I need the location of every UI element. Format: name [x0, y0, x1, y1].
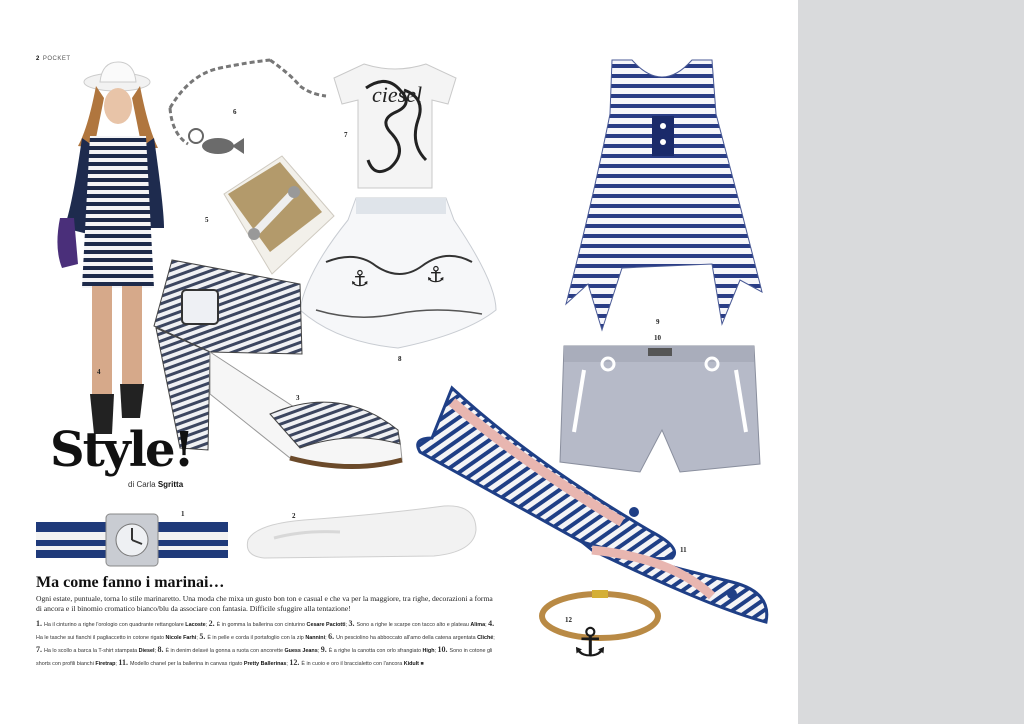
caption-text: Ha lo scollo a barca la T-shirt stampata — [44, 648, 139, 654]
caption-brand: Alima — [470, 622, 486, 628]
item-number: 3 — [296, 394, 300, 402]
caption-text: Un pesciolino ha abboccato all'amo della catena argentata — [336, 635, 478, 641]
caption-number: 5. — [199, 632, 208, 641]
caption-brand: Nannini — [305, 635, 326, 641]
caption-text: Ha le tasche sui fianchi il pagliaccetto in cotone rigato — [36, 635, 166, 641]
fish-chain-necklace — [160, 54, 336, 166]
caption-number: 6. — [328, 632, 337, 641]
striped-tank-top — [562, 54, 768, 338]
caption-brand: Cliché — [477, 635, 494, 641]
article-intro: Ogni estate, puntuale, torna lo stile marinaretto. Una moda che mixa un gusto bon ton e casual e che va per la maggiore, tra righe, decorazioni a forma di ancora e il binomio cromatico bianco/blu da associare con fantasia. Difficile sfuggire alla tentazione! — [36, 594, 493, 613]
byline — [128, 480, 183, 489]
caption-text: È in denim delavé la gonna a ruota con ancorette — [165, 648, 285, 654]
printed-tshirt — [330, 60, 460, 192]
caption-number: 10. — [437, 645, 450, 654]
caption-brand: Nicole Farhi — [165, 635, 197, 641]
item-number: 2 — [292, 512, 296, 520]
section-name: POCKET — [42, 56, 71, 62]
item-number: 10 — [654, 334, 661, 342]
product-captions: 1. Ha il cinturino a righe l'orologio con quadrante rettangolare Lacoste; 2. È in gomma la ballerina con cinturino Cesare Paciotti; 3. Sono a righe le scarpe con tacco alto e plateau Alima; 4. Ha le tasche sui fianchi il pagliaccetto in cotone rigato Nicole Farhi; 5. È in pelle e corda il portafoglio con la zip Nannini; 6. Un pesciolino ha abboccato all'amo della catena argentata Cliché; 7. Ha lo scollo a barca la T-shirt stampata Diesel; 8. È in denim delavé la gonna a ruota con ancorette Guess Jeans; 9. È a righe la canotta con orlo sfrangiato High; 10. Sono in cotone gli shorts con profili bianchi Firetrap; 11. Modello chanel per la ballerina in canvas rigato Pretty Ballerinas; 12. È in cuoio e oro il braccialetto con l'ancora Kidult ■ — [36, 619, 495, 667]
item-number: 12 — [565, 616, 572, 624]
caption-number: 2. — [208, 619, 217, 628]
caption-brand: Pretty Ballerinas — [243, 661, 287, 667]
byline-prefix: di Carla — [128, 480, 156, 489]
caption-text: È in pelle e corda il portafoglio con la zip — [207, 635, 306, 641]
caption-text: È in gomma la ballerina con cinturino — [216, 622, 307, 628]
item-number: 7 — [344, 131, 348, 139]
caption-brand: High — [422, 648, 435, 654]
caption-brand: Cesare Paciotti — [306, 622, 346, 628]
anchor-bracelet — [536, 588, 664, 666]
caption-number: 12. — [289, 658, 302, 667]
caption-brand: Lacoste — [185, 622, 206, 628]
svg-text:⚓: ⚓ — [426, 263, 446, 288]
svg-text:ciesel: ciesel — [372, 82, 423, 107]
caption-brand: Kidult — [403, 661, 419, 667]
caption-text: È a righe la canotta con orlo sfrangiato — [328, 648, 423, 654]
caption-brand: Diesel — [138, 648, 155, 654]
caption-text: Sono in cotone gli shorts con profili bianchi — [36, 648, 493, 667]
caption-text: Ha il cinturino a righe l'orologio con quadrante rettangolare — [44, 622, 186, 628]
article-subheading: Ma come fanno i marinai… — [36, 574, 225, 591]
item-number: 11 — [680, 546, 687, 554]
item-number: 6 — [233, 108, 237, 116]
headline: Style! — [50, 422, 193, 478]
svg-text:⚓: ⚓ — [350, 267, 370, 292]
caption-brand: Guess Jeans — [284, 648, 318, 654]
item-number: 8 — [398, 355, 402, 363]
caption-number: 3. — [348, 619, 357, 628]
caption-brand: Firetrap — [95, 661, 116, 667]
caption-number: 7. — [36, 645, 44, 654]
adjacent-page-panel — [798, 0, 1024, 724]
page-number: 2 — [36, 56, 40, 62]
item-number: 4 — [97, 368, 101, 376]
caption-number: 8. — [157, 645, 166, 654]
item-number: 1 — [181, 510, 185, 518]
white-jelly-ballerina — [244, 500, 480, 562]
item-number: 5 — [205, 216, 209, 224]
caption-number: 11. — [118, 658, 130, 667]
caption-number: 4. — [488, 619, 495, 628]
striped-strap-watch — [36, 512, 228, 568]
caption-number: 9. — [320, 645, 329, 654]
caption-text: Modello chanel per la ballerina in canvas rigato — [129, 661, 244, 667]
svg-text:⚓: ⚓ — [572, 620, 608, 666]
caption-text: È in cuoio e oro il braccialetto con l'ancora — [301, 661, 404, 667]
byline-author: Sgritta — [157, 480, 184, 489]
item-number: 9 — [656, 318, 660, 326]
caption-number: 1. — [36, 619, 44, 628]
caption-text: Sono a righe le scarpe con tacco alto e plateau — [356, 622, 471, 628]
